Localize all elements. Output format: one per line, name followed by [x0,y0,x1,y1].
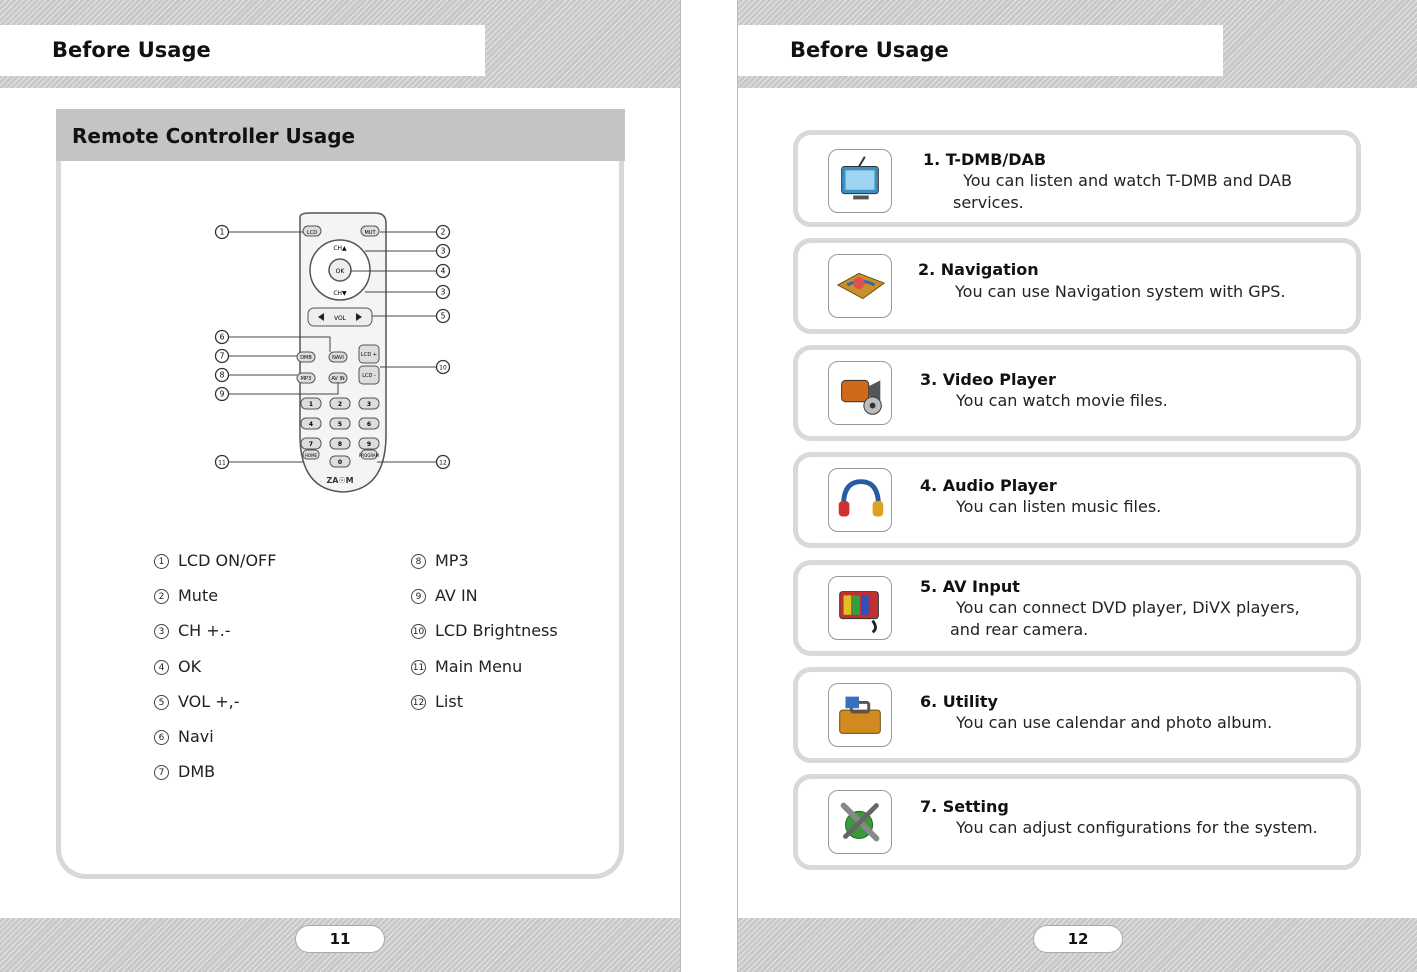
legend-item [154,762,215,782]
callout-number: 5 [440,311,446,321]
legend-label: LCD Brightness [435,621,558,641]
legend-number: 2 [154,589,169,604]
callout-number: 7 [219,351,225,361]
legend-number: 6 [154,730,169,745]
keypad-key-label: 6 [366,421,372,428]
legend-label: VOL +,- [178,691,240,711]
menu-card-title: 6. Utility [920,692,998,711]
menu-card-title: 5. AV Input [920,577,1020,596]
legend-item [411,621,558,641]
keypad-key-label: 4 [308,421,314,428]
legend-item [411,657,522,677]
menu-card-description: You can use calendar and photo album. [956,713,1273,732]
keypad-key-label: 1 [308,401,314,408]
page-number: 12 [1034,926,1122,952]
callout-number: 11 [218,459,226,467]
legend-item [154,551,276,571]
dmb-label: DMB [300,355,312,361]
menu-card-description-continued: services. [953,193,1024,212]
legend-label: LCD ON/OFF [178,551,277,570]
legend-label: AV IN [435,586,478,606]
legend-item [411,692,463,712]
toolbox-icon [828,683,892,747]
tv-icon [828,149,892,213]
mp3-label: MP3 [300,376,312,382]
legend-label: OK [178,656,202,676]
callout-number: 6 [219,332,225,342]
legend-item [154,657,201,677]
legend-label: Main Menu [435,656,523,676]
legend-label: Navi [178,727,214,746]
vol-label: VOL [333,315,347,322]
program-label: PROGRAM [358,453,380,458]
headphones-icon [828,468,892,532]
camcorder-icon [828,361,892,425]
remote-diagram [200,205,470,505]
ok-label: OK [335,268,345,275]
ch-up-label: CH▲ [333,245,347,252]
lcd-minus-label: LCD - [362,373,376,379]
legend-item [154,692,240,712]
menu-card-description: You can connect DVD player, DiVX players, [956,598,1300,617]
legend-label: MP3 [435,551,469,570]
page-header: Before Usage [52,38,211,62]
legend-number: 12 [411,695,426,710]
legend-label: CH +.- [178,621,231,641]
keypad-key-label: 5 [337,421,343,428]
page-header: Before Usage [790,38,949,62]
menu-card-title: 3. Video Player [920,370,1056,389]
legend-number: 3 [154,624,169,639]
callout-number: 9 [219,389,225,399]
legend-label: DMB [178,762,216,782]
lcd-plus-label: LCD + [361,352,377,358]
keypad-key-label: 2 [337,401,343,408]
legend-number: 9 [411,589,426,604]
lcd-button-label: LCD [306,230,318,236]
legend-item [154,727,214,747]
callout-number: 8 [219,370,225,380]
legend-number: 7 [154,765,169,780]
keypad-key-label: 9 [366,441,372,448]
menu-card-description: You can watch movie files. [956,391,1168,410]
legend-number: 10 [411,624,426,639]
legend-number: 5 [154,695,169,710]
keypad-key-label: 8 [337,441,343,448]
left-page [0,0,681,972]
home-label: HOME [304,453,318,458]
av-input-icon [828,576,892,640]
legend-number: 4 [154,660,169,675]
callout-number: 2 [440,227,446,237]
menu-card-description-continued: and rear camera. [950,620,1089,639]
menu-card-description: You can adjust configurations for the system. [956,818,1318,837]
callout-number: 3 [440,246,446,256]
map-icon [828,254,892,318]
callout-number: 4 [440,266,446,276]
legend-number: 1 [154,554,169,569]
section-title: Remote Controller Usage [72,124,356,148]
legend-number: 8 [411,554,426,569]
mut-button-label: MUT [364,230,376,236]
brand-logo: ZA☉M [326,476,354,485]
menu-card-title: 4. Audio Player [920,476,1057,495]
legend-item [411,586,478,606]
callout-number: 10 [439,364,447,372]
legend-item [154,586,218,606]
callout-number: 3 [440,287,446,297]
legend-number: 11 [411,660,426,675]
menu-card-description: You can use Navigation system with GPS. [955,282,1286,301]
right-page [737,0,1417,972]
keypad-key-label: 7 [308,441,314,448]
wrench-icon [828,790,892,854]
ch-down-label: CH▼ [333,290,347,297]
legend-label: List [435,691,463,711]
keypad-key-label: 0 [337,459,343,466]
keypad-key-label: 3 [366,401,372,408]
callout-number: 1 [219,227,225,237]
legend-label: Mute [178,586,219,606]
legend-item [154,621,231,641]
menu-card-title: 2. Navigation [918,260,1039,279]
callout-number: 12 [439,459,447,467]
menu-card-description: You can listen music files. [956,497,1162,516]
navi-label: NAVI [332,355,344,361]
menu-card-description: You can listen and watch T-DMB and DAB [958,171,1292,190]
menu-card-title: 7. Setting [920,797,1009,816]
page-number: 11 [296,926,384,952]
legend-item [411,551,469,571]
menu-card-title: 1. T-DMB/DAB [923,150,1047,169]
avin-label: AV IN [331,376,345,382]
